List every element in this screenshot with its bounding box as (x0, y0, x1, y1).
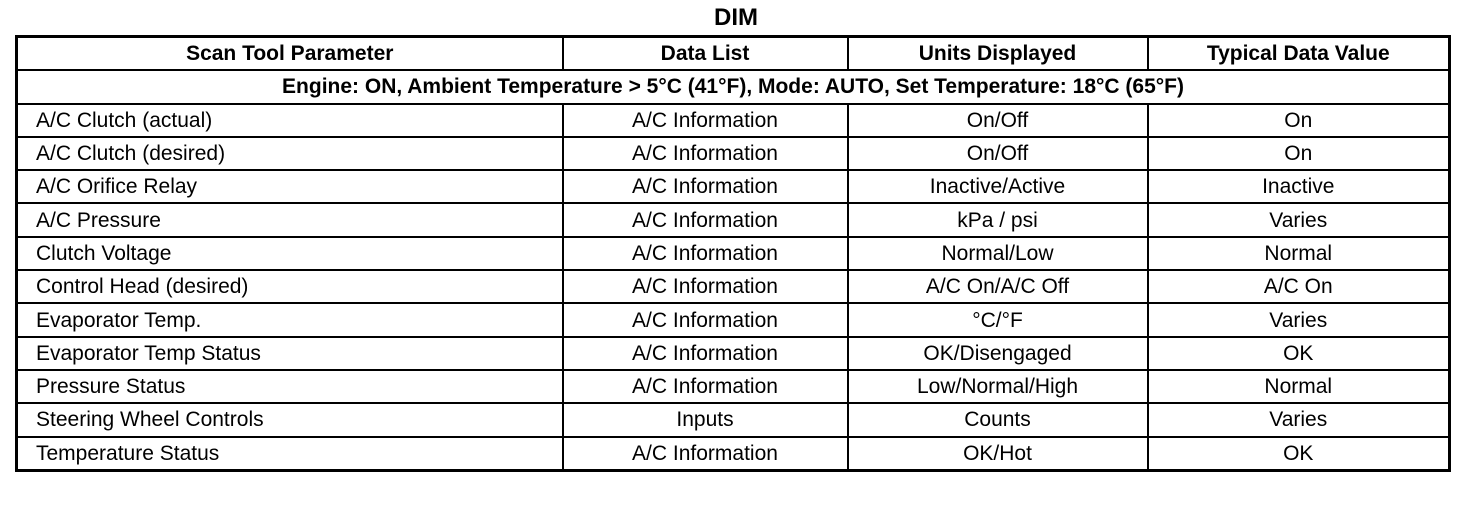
typical-value-cell: OK (1148, 437, 1450, 471)
parameter-cell: Temperature Status (17, 437, 563, 471)
table-row (17, 203, 1450, 236)
header-units-displayed: Units Displayed (848, 37, 1148, 71)
parameter-cell: Pressure Status (17, 370, 563, 403)
data-list-cell: Inputs (563, 403, 848, 436)
table-row (17, 137, 1450, 170)
units-cell: A/C On/A/C Off (848, 270, 1148, 303)
table-header-row (17, 37, 1450, 71)
page-title: DIM (714, 4, 758, 31)
parameter-cell: Steering Wheel Controls (17, 403, 563, 436)
data-list-cell: A/C Information (563, 170, 848, 203)
header-scan-tool-parameter: Scan Tool Parameter (17, 37, 563, 71)
data-list-cell: A/C Information (563, 104, 848, 137)
table-row (17, 237, 1450, 270)
typical-value-cell: Varies (1148, 403, 1450, 436)
data-list-cell: A/C Information (563, 303, 848, 336)
typical-value-cell: OK (1148, 337, 1450, 370)
data-list-cell: A/C Information (563, 337, 848, 370)
units-cell: OK/Disengaged (848, 337, 1148, 370)
table-row (17, 403, 1450, 436)
typical-value-cell: On (1148, 104, 1450, 137)
table-row (17, 270, 1450, 303)
units-cell: Low/Normal/High (848, 370, 1148, 403)
parameter-cell: A/C Pressure (17, 203, 563, 236)
table-row (17, 104, 1450, 137)
data-list-cell: A/C Information (563, 137, 848, 170)
parameter-cell: Evaporator Temp. (17, 303, 563, 336)
units-cell: On/Off (848, 137, 1148, 170)
typical-value-cell: Normal (1148, 237, 1450, 270)
data-list-cell: A/C Information (563, 370, 848, 403)
typical-value-cell: On (1148, 137, 1450, 170)
units-cell: Counts (848, 403, 1148, 436)
condition-row (17, 70, 1450, 103)
table-row (17, 303, 1450, 336)
scan-tool-data-table (15, 35, 1451, 472)
typical-value-cell: Normal (1148, 370, 1450, 403)
header-typical-data-value: Typical Data Value (1148, 37, 1450, 71)
typical-value-cell: Varies (1148, 303, 1450, 336)
parameter-cell: Control Head (desired) (17, 270, 563, 303)
table-row (17, 437, 1450, 471)
table-row (17, 370, 1450, 403)
data-list-cell: A/C Information (563, 437, 848, 471)
typical-value-cell: Inactive (1148, 170, 1450, 203)
table-row (17, 170, 1450, 203)
table-row (17, 337, 1450, 370)
units-cell: OK/Hot (848, 437, 1148, 471)
units-cell: Normal/Low (848, 237, 1148, 270)
data-list-cell: A/C Information (563, 237, 848, 270)
parameter-cell: A/C Orifice Relay (17, 170, 563, 203)
typical-value-cell: Varies (1148, 203, 1450, 236)
condition-text: Engine: ON, Ambient Temperature > 5°C (41°F), Mode: AUTO, Set Temperature: 18°C (65°F) (17, 70, 1450, 103)
data-list-cell: A/C Information (563, 270, 848, 303)
units-cell: On/Off (848, 104, 1148, 137)
header-data-list: Data List (563, 37, 848, 71)
parameter-cell: A/C Clutch (desired) (17, 137, 563, 170)
data-list-cell: A/C Information (563, 203, 848, 236)
parameter-cell: Clutch Voltage (17, 237, 563, 270)
units-cell: °C/°F (848, 303, 1148, 336)
units-cell: kPa / psi (848, 203, 1148, 236)
parameter-cell: A/C Clutch (actual) (17, 104, 563, 137)
typical-value-cell: A/C On (1148, 270, 1450, 303)
parameter-cell: Evaporator Temp Status (17, 337, 563, 370)
units-cell: Inactive/Active (848, 170, 1148, 203)
